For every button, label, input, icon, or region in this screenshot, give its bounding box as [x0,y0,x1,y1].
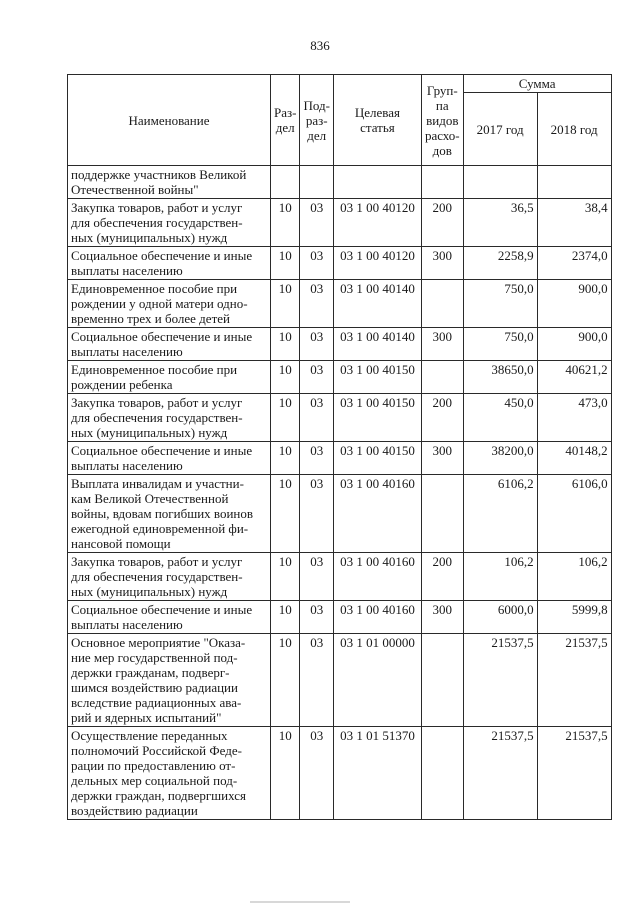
row-name: Единовременное пособие при рождении у одной матери одно- временно трех и более детей [68,280,271,328]
row-name: Основное мероприятие "Оказа- ние мер государственной под- держки гражданам, подверг- шимся воздействию радиации вследствие радиационных ава- рий и ядерных испытаний" [68,634,271,727]
row-name: Социальное обеспечение и иные выплаты населению [68,247,271,280]
row-amount-2018: 38,4 [537,199,611,247]
row-subsection: 03 [300,361,333,394]
row-amount-2017 [463,166,537,199]
row-subsection: 03 [300,475,333,553]
row-target-article: 03 1 00 40160 [333,553,421,601]
table-row [68,475,612,553]
row-amount-2018: 473,0 [537,394,611,442]
row-name: поддержке участников Великой Отечественной войны" [68,166,271,199]
row-section: 10 [271,634,300,727]
row-expense-group: 300 [421,328,463,361]
row-amount-2018: 6106,0 [537,475,611,553]
row-name: Выплата инвалидам и участни- кам Великой Отечественной войны, вдовам погибших воинов ежегодной единовременной фи- нансовой помощи [68,475,271,553]
row-section: 10 [271,247,300,280]
row-amount-2018: 40621,2 [537,361,611,394]
header-name: Наименование [68,75,271,166]
row-amount-2017: 106,2 [463,553,537,601]
row-name: Закупка товаров, работ и услуг для обеспечения государствен- ных (муниципальных) нужд [68,199,271,247]
row-section: 10 [271,394,300,442]
row-subsection: 03 [300,442,333,475]
row-target-article: 03 1 01 51370 [333,727,421,820]
row-amount-2018: 900,0 [537,328,611,361]
row-amount-2017: 6106,2 [463,475,537,553]
row-target-article: 03 1 00 40160 [333,601,421,634]
table-row [68,280,612,328]
row-name: Социальное обеспечение и иные выплаты населению [68,601,271,634]
row-subsection [300,166,333,199]
row-name: Социальное обеспечение и иные выплаты населению [68,328,271,361]
row-section: 10 [271,553,300,601]
budget-table [67,74,612,820]
row-target-article: 03 1 00 40120 [333,247,421,280]
row-expense-group [421,280,463,328]
row-amount-2018 [537,166,611,199]
table-row [68,727,612,820]
row-expense-group: 200 [421,199,463,247]
row-amount-2017: 36,5 [463,199,537,247]
table-row [68,394,612,442]
row-expense-group [421,166,463,199]
row-section: 10 [271,199,300,247]
scan-artifact [250,901,350,903]
row-amount-2017: 750,0 [463,280,537,328]
row-section: 10 [271,328,300,361]
row-expense-group: 200 [421,553,463,601]
row-section: 10 [271,280,300,328]
row-section: 10 [271,361,300,394]
header-target-article: Целевая статья [333,75,421,166]
row-amount-2017: 38200,0 [463,442,537,475]
row-subsection: 03 [300,394,333,442]
row-subsection: 03 [300,634,333,727]
table-row [68,553,612,601]
header-sum: Сумма [463,75,611,93]
row-name: Социальное обеспечение и иные выплаты населению [68,442,271,475]
table-row [68,361,612,394]
row-amount-2018: 106,2 [537,553,611,601]
row-subsection: 03 [300,328,333,361]
page-number: 836 [310,38,330,53]
row-subsection: 03 [300,553,333,601]
table-row [68,442,612,475]
table-row [68,166,612,199]
table-row [68,328,612,361]
row-target-article: 03 1 00 40150 [333,361,421,394]
row-subsection: 03 [300,601,333,634]
table-row [68,199,612,247]
row-target-article: 03 1 00 40150 [333,394,421,442]
row-amount-2017: 450,0 [463,394,537,442]
row-amount-2017: 6000,0 [463,601,537,634]
row-amount-2018: 5999,8 [537,601,611,634]
header-expense-group: Груп- па видов расхо- дов [421,75,463,166]
row-target-article: 03 1 01 00000 [333,634,421,727]
row-amount-2018: 900,0 [537,280,611,328]
row-section [271,166,300,199]
row-subsection: 03 [300,247,333,280]
row-section: 10 [271,475,300,553]
row-subsection: 03 [300,199,333,247]
row-target-article: 03 1 00 40140 [333,328,421,361]
header-subsection: Под- раз- дел [300,75,333,166]
row-expense-group [421,361,463,394]
row-amount-2017: 2258,9 [463,247,537,280]
row-target-article: 03 1 00 40140 [333,280,421,328]
row-expense-group: 300 [421,247,463,280]
header-year-2018: 2018 год [537,93,611,166]
row-target-article: 03 1 00 40160 [333,475,421,553]
row-amount-2018: 2374,0 [537,247,611,280]
header-section: Раз- дел [271,75,300,166]
row-expense-group [421,634,463,727]
row-amount-2018: 21537,5 [537,727,611,820]
row-name: Закупка товаров, работ и услуг для обеспечения государствен- ных (муниципальных) нужд [68,394,271,442]
row-expense-group [421,475,463,553]
table-row [68,634,612,727]
row-amount-2017: 38650,0 [463,361,537,394]
row-expense-group: 300 [421,601,463,634]
row-expense-group: 200 [421,394,463,442]
table-row [68,601,612,634]
row-subsection: 03 [300,280,333,328]
row-amount-2018: 21537,5 [537,634,611,727]
row-target-article [333,166,421,199]
row-amount-2017: 21537,5 [463,727,537,820]
table-row [68,247,612,280]
row-amount-2018: 40148,2 [537,442,611,475]
row-target-article: 03 1 00 40120 [333,199,421,247]
row-expense-group [421,727,463,820]
row-name: Единовременное пособие при рождении ребенка [68,361,271,394]
row-section: 10 [271,601,300,634]
row-name: Закупка товаров, работ и услуг для обеспечения государствен- ных (муниципальных) нужд [68,553,271,601]
row-subsection: 03 [300,727,333,820]
row-section: 10 [271,442,300,475]
row-section: 10 [271,727,300,820]
header-year-2017: 2017 год [463,93,537,166]
row-expense-group: 300 [421,442,463,475]
row-amount-2017: 21537,5 [463,634,537,727]
row-target-article: 03 1 00 40150 [333,442,421,475]
row-amount-2017: 750,0 [463,328,537,361]
table-body [68,166,612,820]
row-name: Осуществление переданных полномочий Российской Феде- рации по предоставлению от- дельных мер социальной под- держки граждан, подвергшихся воздействию радиации [68,727,271,820]
